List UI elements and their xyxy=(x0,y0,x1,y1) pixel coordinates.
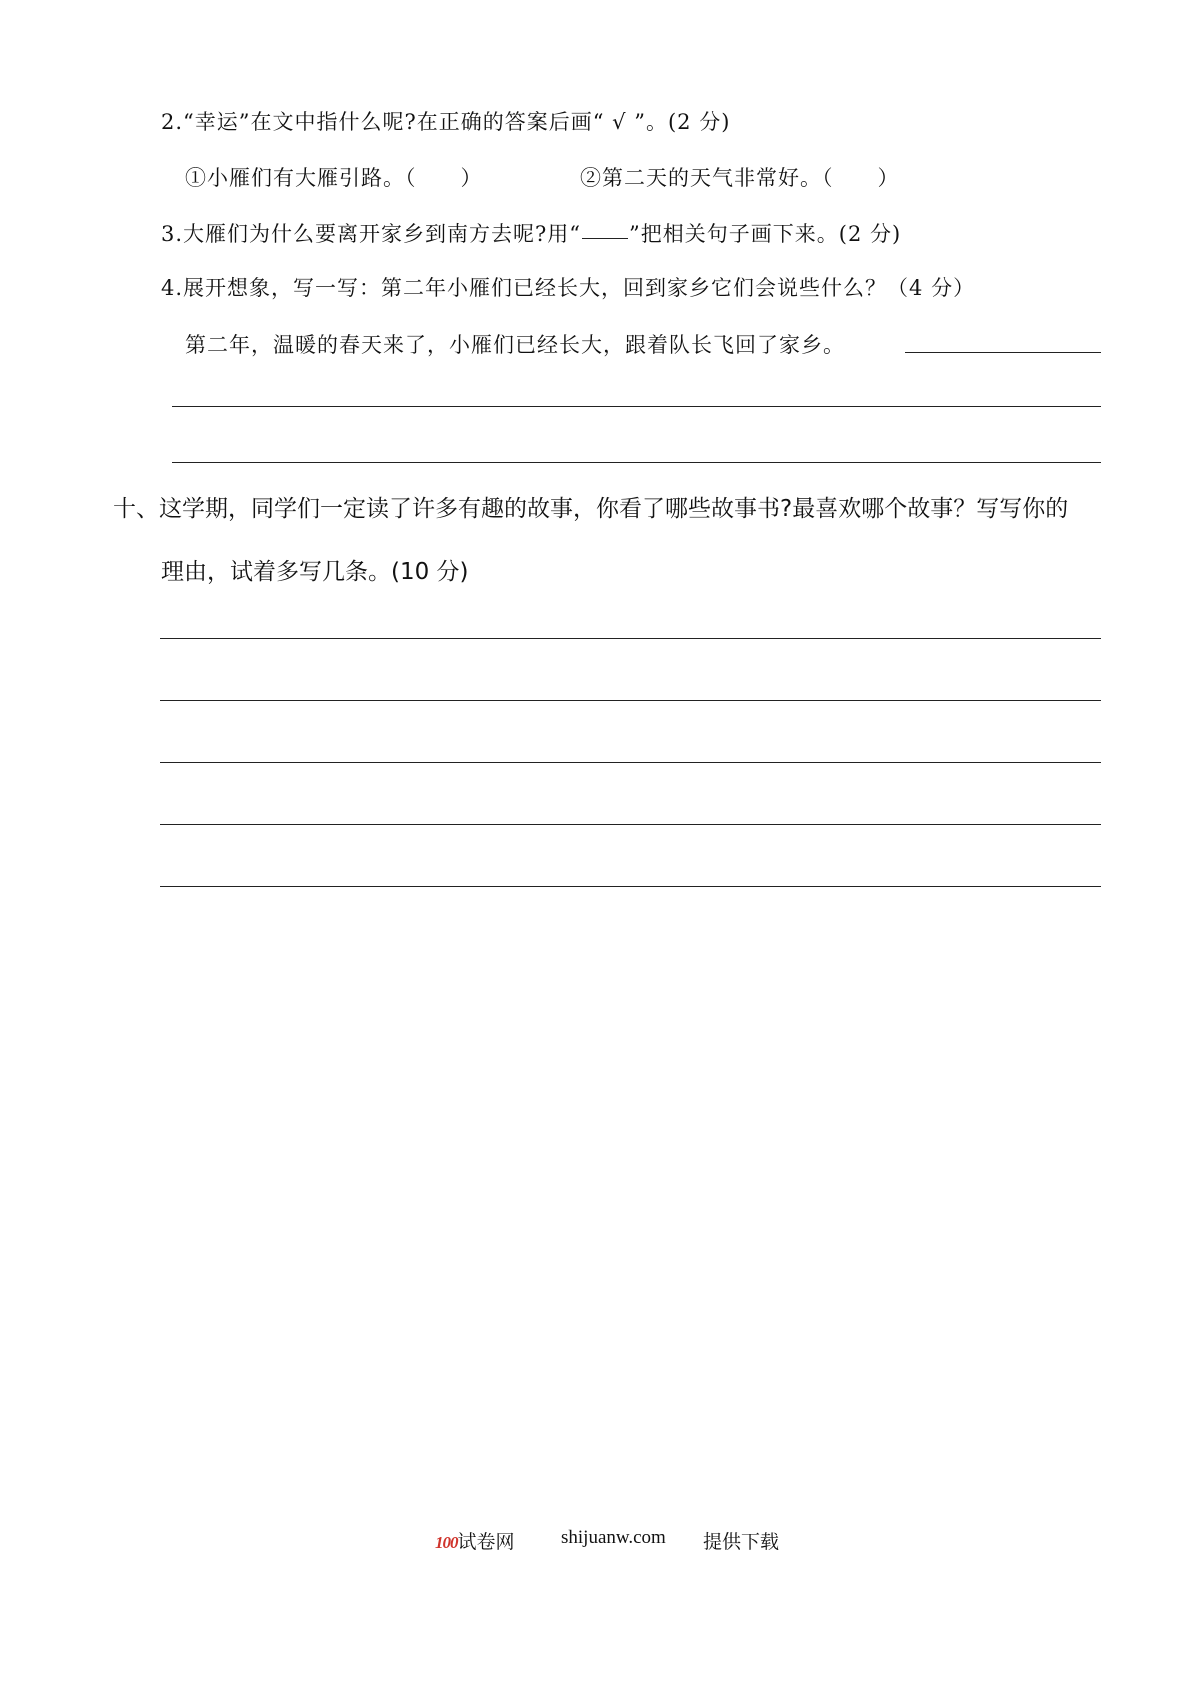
footer-note: 提供下载 xyxy=(703,1532,780,1553)
q3-stem-before: 3.大雁们为什么要离开家乡到南方去呢?用“ xyxy=(161,222,582,246)
footer-site: shijuanw.com xyxy=(561,1527,666,1548)
q4-prompt: 第二年，温暖的春天来了，小雁们已经长大，跟着队长飞回了家乡。 xyxy=(185,333,845,357)
q4-answer-line[interactable] xyxy=(172,406,1101,407)
q3-stem xyxy=(161,218,901,248)
q10-stem-line1: 十、这学期，同学们一定读了许多有趣的故事，你看了哪些故事书?最喜欢哪个故事？写写你的 xyxy=(113,496,1069,522)
q4-answer-line[interactable] xyxy=(172,462,1101,463)
q10-answer-line[interactable] xyxy=(160,886,1101,887)
footer-logo xyxy=(435,1527,515,1554)
q10-answer-line[interactable] xyxy=(160,824,1101,825)
q10-answer-line[interactable] xyxy=(160,762,1101,763)
q2-option-1: ①小雁们有大雁引路。（ ） xyxy=(185,166,483,190)
q4-answer-line-inline[interactable] xyxy=(905,352,1101,353)
footer-logo-text: 试卷网 xyxy=(457,1532,515,1553)
q4-stem: 4.展开想象，写一写：第二年小雁们已经长大，回到家乡它们会说些什么？（4 分） xyxy=(161,276,976,300)
q3-underline-sample xyxy=(582,238,628,239)
q2-stem: 2.“幸运”在文中指什么呢?在正确的答案后画“ √ ”。(2 分) xyxy=(161,110,731,134)
footer-logo-number: 100 xyxy=(435,1533,458,1552)
q10-answer-line[interactable] xyxy=(160,638,1101,639)
q10-stem-line2: 理由，试着多写几条。(10 分) xyxy=(161,559,469,585)
q2-option-2: ②第二天的天气非常好。（ ） xyxy=(580,166,900,190)
q3-stem-after: ”把相关句子画下来。(2 分) xyxy=(629,222,902,246)
q10-answer-line[interactable] xyxy=(160,700,1101,701)
